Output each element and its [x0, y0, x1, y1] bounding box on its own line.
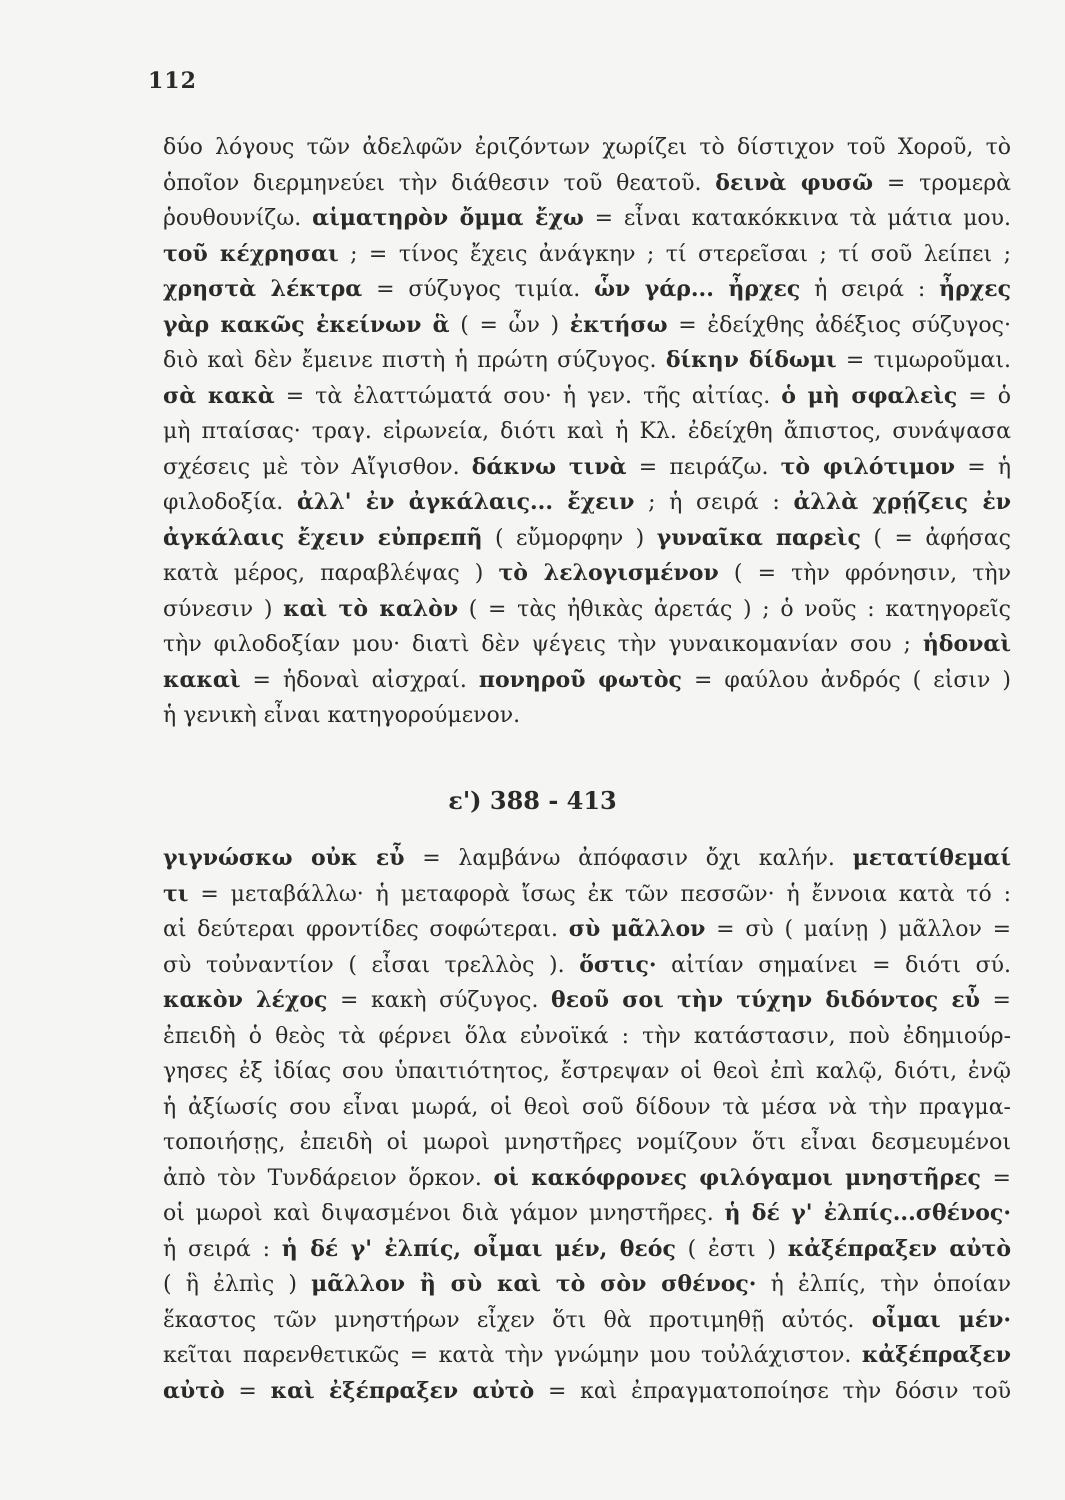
text-line [163, 450, 1011, 486]
gloss-text: ἡ ἐλπίς, τὴν ὁποίαν [756, 1272, 1011, 1297]
gloss-text: ῥουθουνίζω. [163, 206, 313, 231]
lemma-bold: κἀξέπραξεν αὐτὸ [787, 1235, 1012, 1262]
gloss-text: = ἐδείχθης ἀδέξιος σύζυγος· [667, 312, 1011, 338]
lemma-bold: ἡδοναὶ [922, 631, 1011, 657]
gloss-text: κεῖται παρενθετικῶς = κατὰ τὴν γνώμην μου τοὐλάχιστον. [163, 1343, 862, 1368]
text-line [163, 1267, 1011, 1303]
gloss-text: σχέσεις μὲ τὸν Αἴγισθον. [163, 454, 472, 480]
gloss-text: ἀπὸ τὸν Τυνδάρειον ὅρκον. [163, 1165, 494, 1191]
text-line [163, 201, 1011, 237]
gloss-text: φιλοδοξία. [163, 490, 297, 515]
lemma-bold: γυναῖκα παρεὶς [656, 524, 861, 551]
text-line [163, 1232, 1011, 1268]
gloss-text: = λαμβάνω ἀπόφασιν ὄχι καλήν. [404, 846, 853, 871]
gloss-text: ( = τὰς ἠθικὰς ἀρετάς ) ; ὁ νοῦς : κατηγορεῖς [458, 596, 1011, 622]
lemma-bold: ἡ δέ γ' ἐλπίς...σθένος· [724, 1200, 1011, 1226]
gloss-text: ἕκαστος τῶν μνηστήρων εἶχεν ὅτι θὰ προτιμηθῇ αὐτός. [163, 1307, 872, 1333]
lemma-bold: δεινὰ φυσῶ [715, 169, 874, 196]
lemma-bold: κακαὶ [163, 666, 241, 693]
gloss-text: ( = ἀφήσας [860, 525, 1011, 551]
lemma-bold: τὸ φιλότιμον [780, 453, 956, 480]
gloss-text: τὴν φιλοδοξίαν μου· διατὶ δὲν ψέγεις τὴν γυναικομανίαν σου ; [163, 632, 923, 657]
gloss-text: ἡ σειρά : [163, 1236, 282, 1262]
text-line [163, 166, 1011, 202]
text-line [163, 414, 1011, 450]
gloss-text: σύνεσιν ) [163, 596, 284, 622]
text-line [163, 1374, 1011, 1410]
gloss-text: = [980, 988, 1011, 1013]
gloss-text: ἡ ἀξίωσίς σου εἶναι μωρά, οἱ θεοὶ σοῦ δίδουν τὰ μέσα νὰ τὴν πραγμα- [163, 1094, 1011, 1120]
gloss-text: = κακὴ σύζυγος. [327, 988, 552, 1013]
text-line [163, 627, 1011, 663]
gloss-text: = καὶ ἐπραγματοποίησε τὴν δόσιν τοῦ [534, 1378, 1011, 1404]
text-line [163, 521, 1011, 557]
text-line [163, 912, 1011, 948]
section-heading: ε') 388 - 413 [448, 786, 617, 815]
text-line [163, 1161, 1011, 1197]
lemma-bold: οἱ κακόφρονες φιλόγαμοι μνηστῆρες [493, 1164, 981, 1191]
commentary-block-2 [163, 841, 1011, 1409]
lemma-bold: καὶ ἐξέπραξεν αὐτὸ [270, 1377, 535, 1404]
lemma-bold: ἀλλ' ἐν ἀγκάλαις... ἔχειν [296, 489, 635, 515]
page-number: 112 [148, 68, 197, 94]
gloss-text: = ὁ [957, 383, 1011, 409]
gloss-text: ἡ σειρά : [800, 277, 940, 302]
lemma-bold: μετατίθεμαί [852, 845, 1011, 871]
gloss-text: = [224, 1378, 271, 1404]
lemma-bold: αὐτὸ [163, 1377, 225, 1404]
gloss-text: ; ἡ σειρά : [634, 490, 794, 515]
gloss-text: δύο λόγους τῶν ἀδελφῶν ἐριζόντων χωρίζει τὸ δίστιχον τοῦ Χοροῦ, τὸ [163, 135, 1011, 160]
gloss-text: = τιμωροῦμαι. [836, 348, 1012, 373]
gloss-text: ἐπειδὴ ὁ θεὸς τὰ φέρνει ὅλα εὐνοϊκά : τὴν κατάστασιν, ποὺ ἐδημιούρ- [163, 1023, 1011, 1049]
gloss-text: ( ἐστι ) [675, 1236, 788, 1262]
lemma-bold: ὁ μὴ σφαλεὶς [781, 382, 958, 409]
lemma-bold: ἀλλὰ χρῄζεις ἐν [793, 489, 1011, 515]
gloss-text: = ἡ [955, 454, 1012, 480]
lemma-bold: χρηστὰ λέκτρα [163, 276, 363, 302]
gloss-text: ( εὔμορφην ) [482, 525, 657, 551]
gloss-text: κατὰ μέρος, παραβλέψας ) [163, 561, 499, 586]
text-line [163, 556, 1011, 592]
lemma-bold: οἶμαι μέν· [871, 1306, 1011, 1333]
text-line [163, 379, 1011, 415]
lemma-bold: δίκην δίδωμι [665, 347, 837, 373]
lemma-bold: ὅστις· [579, 951, 657, 978]
gloss-text: ὁποῖον διερμηνεύει τὴν διάθεσιν τοῦ θεατοῦ. [163, 170, 716, 196]
lemma-bold: σὰ κακὰ [163, 382, 275, 409]
lemma-bold: καὶ τὸ καλὸν [283, 595, 459, 622]
text-line [163, 485, 1011, 521]
gloss-text: = ἡδοναὶ αἰσχραί. [240, 667, 479, 693]
text-line [163, 1338, 1011, 1374]
text-line [163, 1019, 1011, 1055]
gloss-text: = [980, 1165, 1011, 1191]
text-line [163, 130, 1011, 166]
text-line [163, 1125, 1011, 1161]
gloss-text: διὸ καὶ δὲν ἔμεινε πιστὴ ἡ πρώτη σύζυγος. [163, 348, 666, 373]
gloss-text: ( = ὧν ) [449, 312, 570, 338]
gloss-text: = σύζυγος τιμία. [362, 277, 595, 302]
text-line [163, 948, 1011, 984]
gloss-text: = εἶναι κατακόκκινα τὰ μάτια μου. [583, 206, 1011, 231]
gloss-text: = τὰ ἐλαττώματά σου· ἡ γεν. τῆς αἰτίας. [274, 383, 782, 409]
gloss-text: ἡ γενικὴ εἶναι κατηγορούμενον. [163, 703, 521, 728]
text-line [163, 698, 1011, 734]
lemma-bold: δάκνω τινὰ [471, 453, 627, 480]
lemma-bold: ὧν γάρ... ἦρχες [594, 276, 801, 302]
text-line [163, 1054, 1011, 1090]
lemma-bold: ἦρχες [939, 276, 1011, 302]
text-line [163, 308, 1011, 344]
lemma-bold: ἀγκάλαις ἔχειν εὐπρεπῆ [163, 524, 483, 551]
gloss-text: μὴ πταίσας· τραγ. εἰρωνεία, διότι καὶ ἡ Κλ. ἐδείχθη ἄπιστος, συνάψασα [163, 419, 1011, 444]
lemma-bold: κἀξέπραξεν [861, 1342, 1011, 1368]
gloss-text: ( ἣ ἐλπὶς ) [163, 1272, 312, 1297]
lemma-bold: αἱματηρὸν ὄμμα ἔχω [312, 205, 584, 231]
text-line [163, 1303, 1011, 1339]
lemma-bold: τοῦ κέχρησαι [163, 240, 339, 267]
text-line [163, 272, 1011, 308]
text-line [163, 343, 1011, 379]
gloss-text: ; = τίνος ἔχεις ἀνάγκην ; τί στερεῖσαι ; τί σοῦ λείπει ; [338, 241, 1012, 267]
lemma-bold: πονηροῦ φωτὸς [478, 666, 682, 693]
gloss-text: ( = τὴν φρόνησιν, τὴν [718, 561, 1011, 586]
text-line [163, 1196, 1011, 1232]
text-line [163, 1090, 1011, 1126]
text-line [163, 237, 1011, 273]
lemma-bold: κακὸν λέχος [163, 987, 328, 1013]
gloss-text: γησες ἐξ ἰδίας σου ὑπαιτιότητος, ἔστρεψαν οἱ θεοὶ ἐπὶ καλῷ, διότι, ἐνῷ [163, 1059, 1011, 1084]
lemma-bold: τι [163, 880, 189, 907]
lemma-bold: γιγνώσκω οὐκ εὖ [163, 845, 405, 871]
text-line [163, 877, 1011, 913]
gloss-text: αἱ δεύτεραι φροντίδες σοφώτεραι. [163, 917, 569, 942]
commentary-block-1 [163, 130, 1011, 734]
gloss-text: = φαύλου ἀνδρός ( εἰσιν ) [681, 667, 1011, 693]
gloss-text: σὺ τοὐναντίον ( εἶσαι τρελλὸς ). [163, 952, 580, 978]
text-line [163, 592, 1011, 628]
gloss-text: = πειράζω. [626, 454, 781, 480]
text-line [163, 983, 1011, 1019]
lemma-bold: τὸ λελογισμένον [498, 560, 719, 586]
gloss-text: = μεταβάλλω· ἡ μεταφορὰ ἴσως ἐκ τῶν πεσσῶν· ἡ ἔννοια κατὰ τό : [188, 881, 1011, 907]
gloss-text: οἱ μωροὶ καὶ διψασμένοι διὰ γάμον μνηστῆρες. [163, 1201, 725, 1226]
lemma-bold: σὺ μᾶλλον [568, 916, 706, 942]
gloss-text: αἰτίαν σημαίνει = διότι σύ. [656, 952, 1011, 978]
gloss-text: τοποιήσῃς, ἐπειδὴ οἱ μωροὶ μνηστῆρες νομίζουν ὅτι εἶναι δεσμευμένοι [163, 1130, 1011, 1155]
lemma-bold: ἡ δέ γ' ἐλπίς, οἶμαι μέν, θεός [281, 1235, 676, 1262]
gloss-text: = τρομερὰ [873, 170, 1011, 196]
lemma-bold: μᾶλλον ἢ σὺ καὶ τὸ σὸν σθένος· [311, 1271, 757, 1297]
lemma-bold: ἐκτήσω [569, 311, 668, 338]
lemma-bold: θεοῦ σοι τὴν τύχην διδόντος εὖ [551, 987, 980, 1013]
text-line [163, 841, 1011, 877]
gloss-text: = σὺ ( μαίνῃ ) μᾶλλον = [705, 917, 1012, 942]
text-line [163, 663, 1011, 699]
lemma-bold: γὰρ κακῶς ἐκείνων ἃ [163, 311, 450, 338]
